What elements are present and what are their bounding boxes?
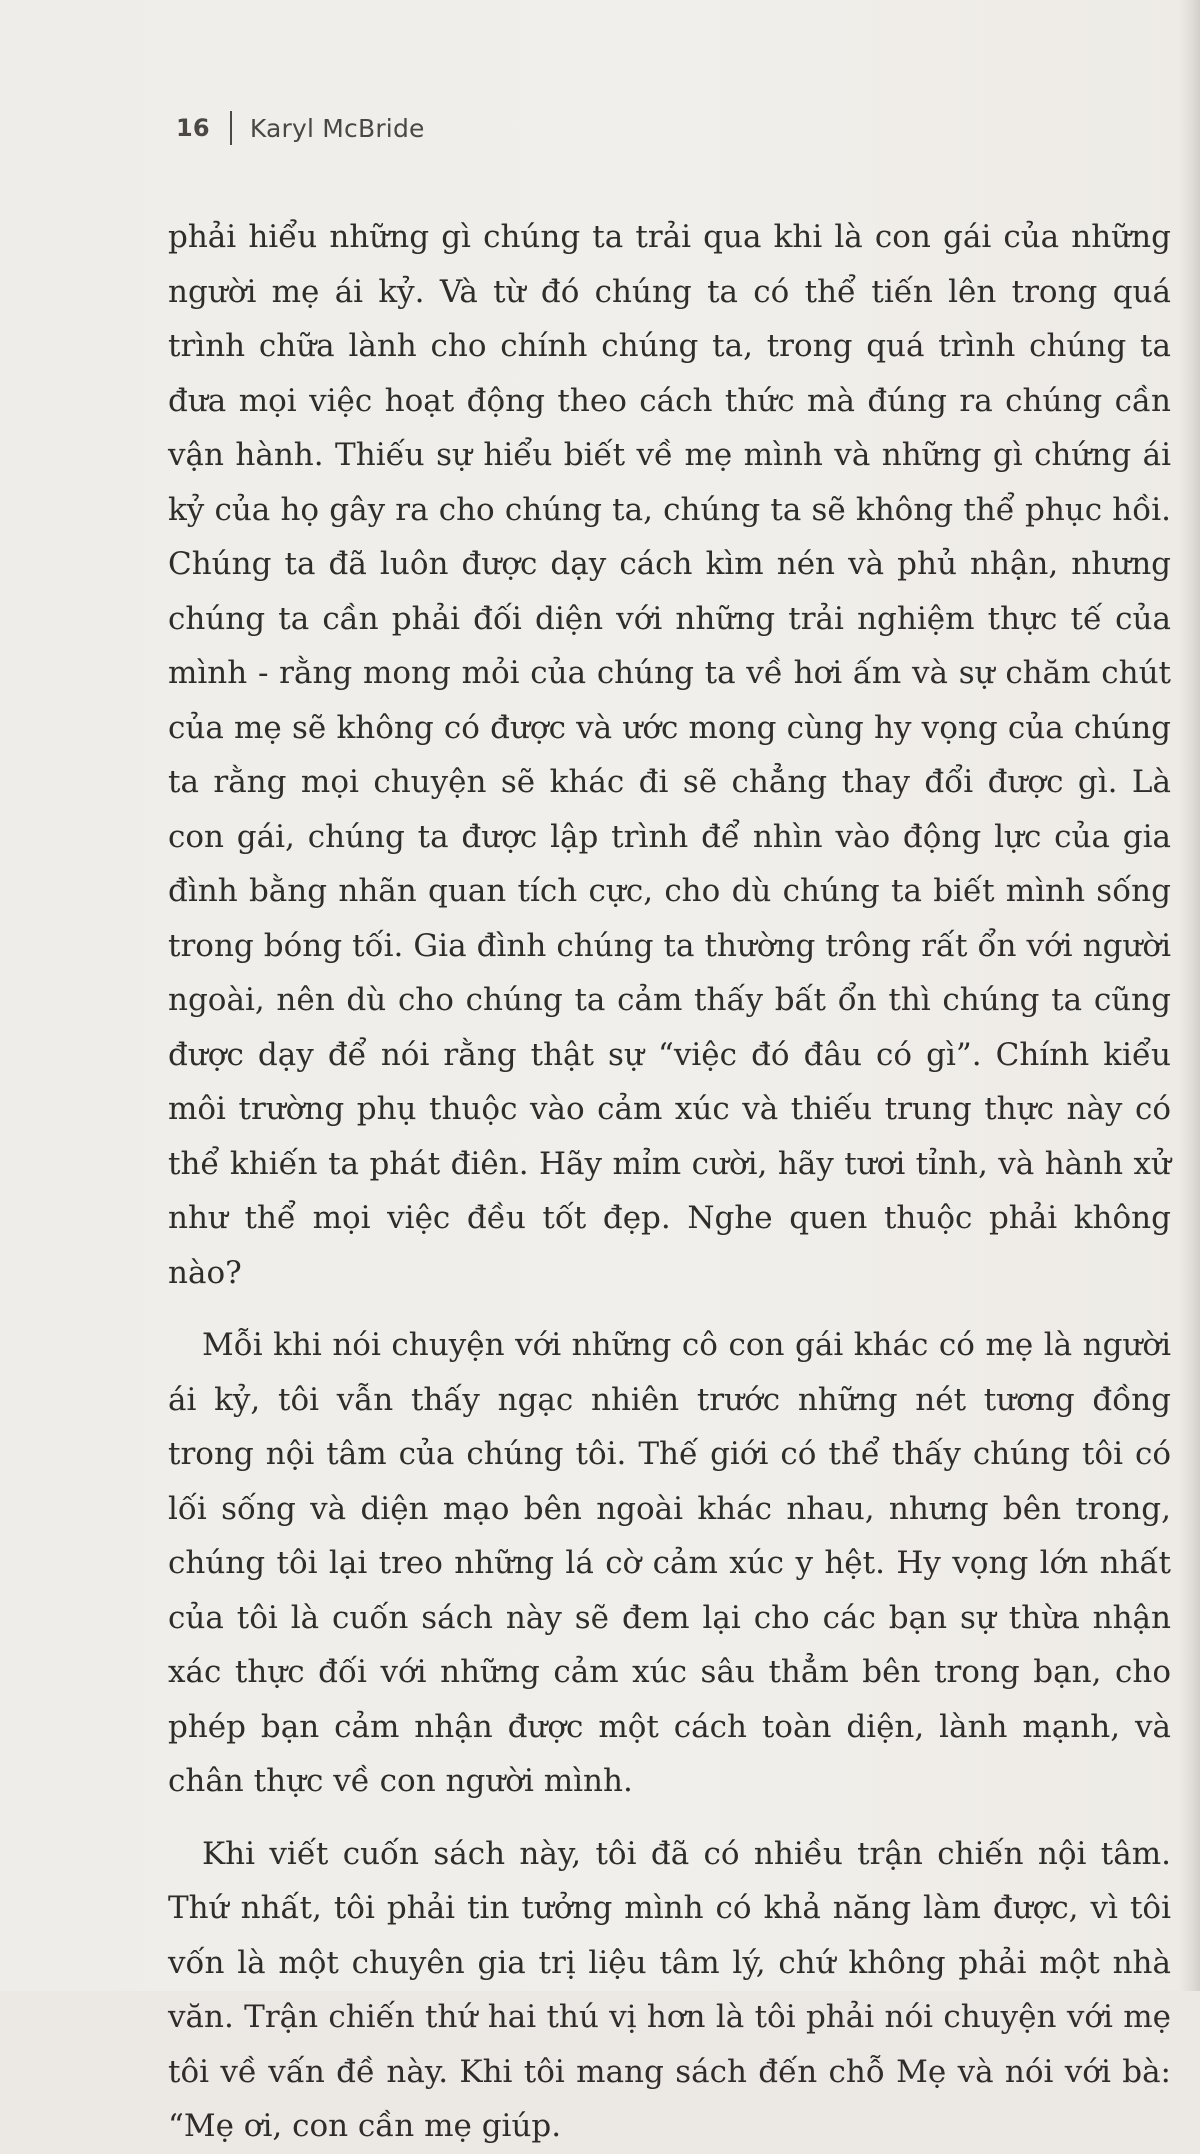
- page-number: 16: [176, 114, 210, 142]
- paragraph-gap: [168, 1300, 1171, 1318]
- author-name: Karyl McBride: [249, 113, 425, 143]
- paragraph-1: phải hiểu những gì chúng ta trải qua khi là con gái của những người mẹ ái kỷ. Và từ đó chúng ta có thể tiến lên trong quá trình chữa lành cho chính chúng ta, trong quá trình chúng ta đưa mọi việc hoạt động theo cách thức mà đúng ra chúng cần vận hành. Thiếu sự hiểu biết về mẹ mình và những gì chứng ái kỷ của họ gây ra cho chúng ta, chúng ta sẽ không thể phục hồi. Chúng ta đã luôn được dạy cách kìm nén và phủ nhận, nhưng chúng ta cần phải đối diện với những trải nghiệm thực tế của mình - rằng mong mỏi của chúng ta về hơi ấm và sự chăm chút của mẹ sẽ không có được và ước mong cùng hy vọng của chúng ta rằng mọi chuyện sẽ khác đi sẽ chẳng thay đổi được gì. Là con gái, chúng ta được lập trình để nhìn vào động lực của gia đình bằng nhãn quan tích cực, cho dù chúng ta biết mình sống trong bóng tối. Gia đình chúng ta thường trông rất ổn với người ngoài, nên dù cho chúng ta cảm thấy bất ổn thì chúng ta cũng được dạy để nói rằng thật sự “việc đó đâu có gì”. Chính kiểu môi trường phụ thuộc vào cảm xúc và thiếu trung thực này có thể khiến ta phát điên. Hãy mỉm cười, hãy tươi tỉnh, và hành xử như thể mọi việc đều tốt đẹp. Nghe quen thuộc phải không nào?: [168, 219, 1171, 1291]
- running-header: [176, 108, 425, 148]
- header-divider: [230, 111, 232, 145]
- paragraph-2: Mỗi khi nói chuyện với những cô con gái khác có mẹ là người ái kỷ, tôi vẫn thấy ngạc nhiên trước những nét tương đồng trong nội tâm của chúng tôi. Thế giới có thể thấy chúng tôi có lối sống và diện mạo bên ngoài khác nhau, nhưng bên trong, chúng tôi lại treo những lá cờ cảm xúc y hệt. Hy vọng lớn nhất của tôi là cuốn sách này sẽ đem lại cho các bạn sự thừa nhận xác thực đối với những cảm xúc sâu thẳm bên trong bạn, cho phép bạn cảm nhận được một cách toàn diện, lành mạnh, và chân thực về con người mình.: [168, 1327, 1171, 1799]
- paragraph-3: Khi viết cuốn sách này, tôi đã có nhiều trận chiến nội tâm. Thứ nhất, tôi phải tin tưởng mình có khả năng làm được, vì tôi vốn là một chuyên gia trị liệu tâm lý, chứ không phải một nhà văn. Trận chiến thứ hai thú vị hơn là tôi phải nói chuyện với mẹ tôi về vấn đề này. Khi tôi mang sách đến chỗ Mẹ và nói với bà: “Mẹ ơi, con cần mẹ giúp.: [168, 1835, 1171, 2144]
- paragraph-gap: [168, 1809, 1171, 1827]
- page-edge-shadow: [1178, 0, 1200, 1991]
- body-text: [168, 210, 1171, 2154]
